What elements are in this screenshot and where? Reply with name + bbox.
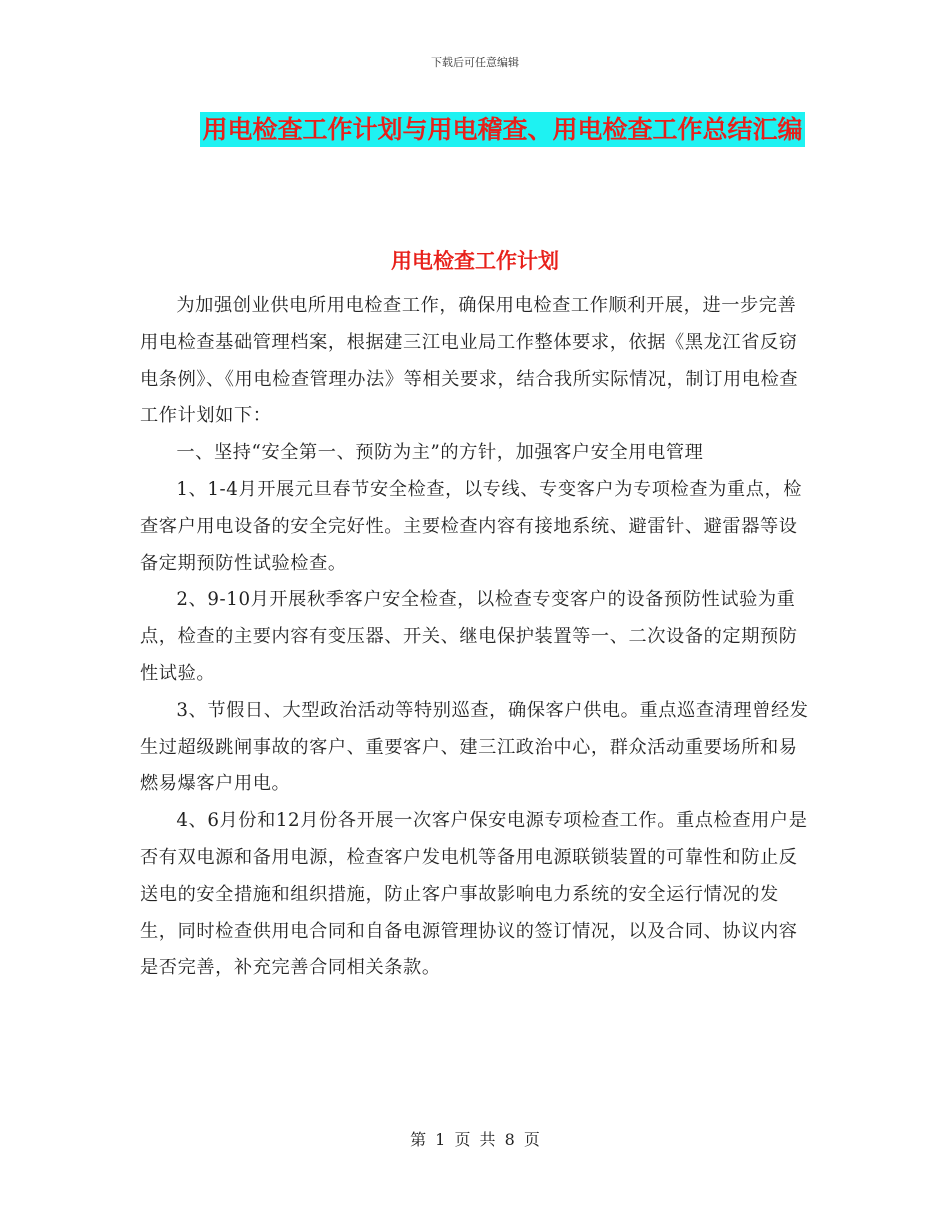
paragraph-principle: 一、坚持“安全第一、预防为主”的方针，加强客户安全用电管理 — [176, 442, 704, 464]
paragraph-item-4: 4、6月份和12月份各开展一次客户保安电源专项检查工作。重点检查用户是否有双电源和备用电源，检查客户发电机等备用电源联锁装置的可靠性和防止反送电的安全措施和组织措施，防止客户事故影响电力系统的安全运行情况的发生，同时检查供用电合同和自备电源管理协议的签订情况，以及合同、协议内容是否完善，补充完善合同相关条款。 — [140, 810, 808, 979]
paragraph-item-2: 2、9-10月开展秋季客户安全检查，以检查专变客户的设备预防性试验为重点，检查的主要内容有变压器、开关、继电保护装置等一、二次设备的定期预防性试验。 — [140, 589, 798, 684]
document-body — [140, 288, 810, 987]
paragraph-item-3: 3、节假日、大型政治活动等特别巡查，确保客户供电。重点巡查清理曾经发生过超级跳闸事故的客户、重要客户、建三江政治中心，群众活动重要场所和易燃易爆客户用电。 — [140, 699, 809, 795]
document-title-text: 用电检查工作计划与用电稽查、用电检查工作总结汇编 — [200, 112, 804, 147]
header-note: 下载后可任意编辑 — [431, 56, 519, 69]
page-footer: 第 1 页 共 8 页 — [410, 1130, 540, 1149]
paragraph-intro: 为加强创业供电所用电检查工作，确保用电检查工作顺利开展，进一步完善用电检查基础管理档案，根据建三江电业局工作整体要求，依据《黑龙江省反窃电条例》、《用电检查管理办法》等相关要求，结合我所实际情况，制订用电检查工作计划如下： — [140, 295, 799, 427]
paragraph-item-1: 1、1-4月开展元旦春节安全检查，以专线、专变客户为专项检查为重点，检查客户用电设备的安全完好性。主要检查内容有接地系统、避雷针、避雷器等设备定期预防性试验检查。 — [140, 478, 803, 574]
document-title — [195, 108, 810, 152]
section-title: 用电检查工作计划 — [391, 249, 559, 273]
